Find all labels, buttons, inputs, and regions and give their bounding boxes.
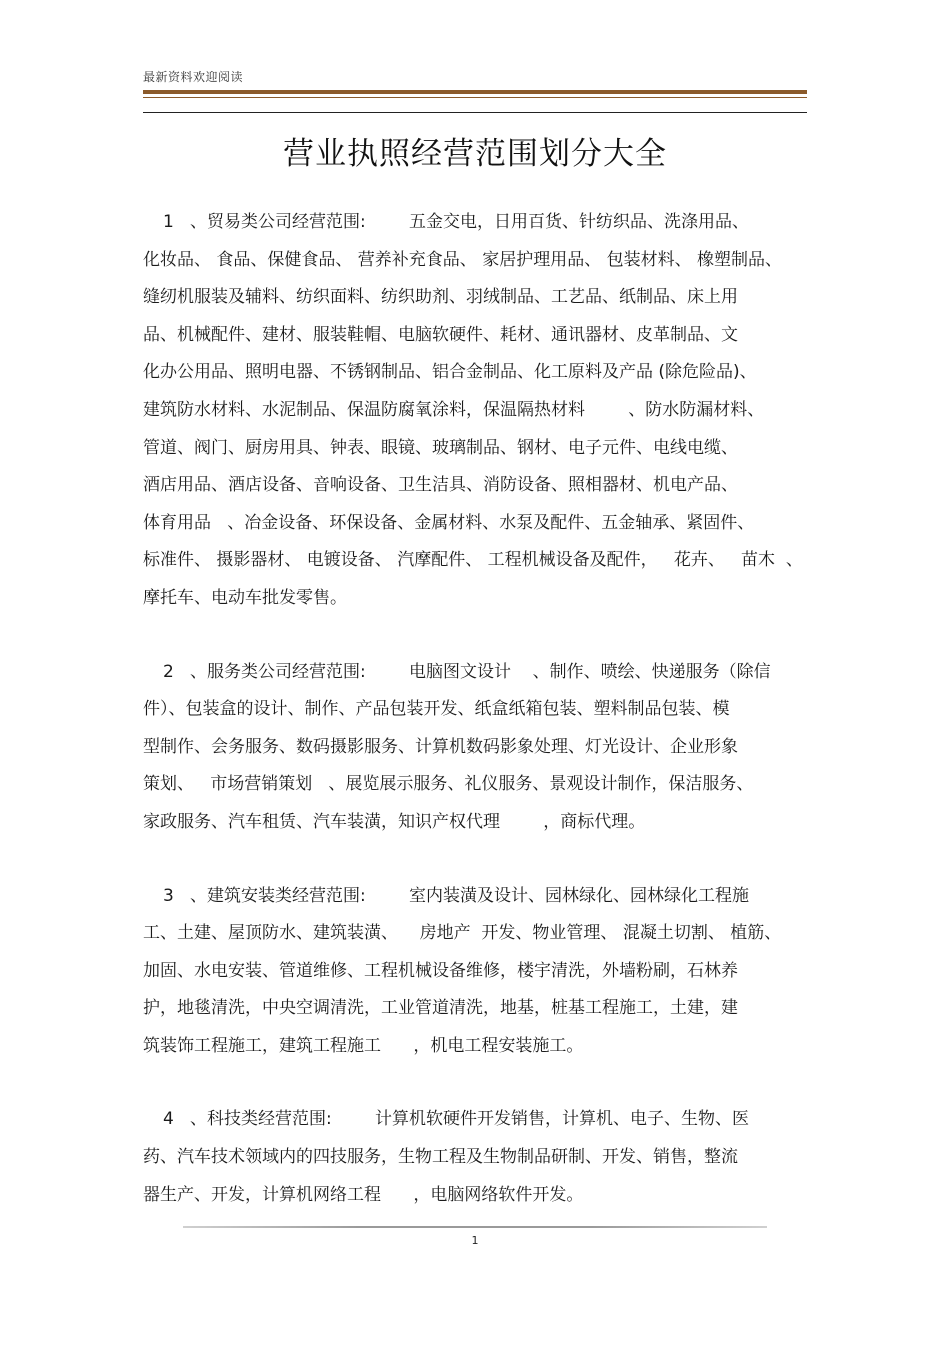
- footer-rule: [183, 1226, 767, 1228]
- paragraph-line: 件）、包装盒的设计、制作、产品包装开发、纸盒纸箱包装、塑料制品包装、模: [143, 699, 730, 720]
- section-construction: [143, 878, 807, 1066]
- paragraph-line: 建筑防水材料、水泥制品、保温防腐氧涂料，保温隔热材料 、防水防漏材料、: [143, 399, 765, 420]
- paragraph-line: 策划、 市场营销策划 、展览展示服务、礼仪服务、景观设计制作，保洁服务、: [143, 774, 754, 795]
- paragraph-line: 2 、服务类公司经营范围: 电脑图文设计 、制作、喷绘、快递服务（除信: [163, 661, 771, 682]
- paragraph-line: 体育用品 、冶金设备、环保设备、金属材料、水泵及配件、五金轴承、紧固件、: [143, 512, 755, 533]
- section-gap: [143, 842, 807, 878]
- paragraph-line: 化办公用品、照明电器、不锈钢制品、铝合金制品、化工原料及产品 (除危险品)、: [143, 362, 757, 383]
- header-rule-thin: [143, 97, 807, 98]
- top-divider: [143, 112, 807, 113]
- section-technology: [143, 1101, 807, 1214]
- page-number: 1: [471, 1234, 479, 1247]
- paragraph-line: 品、机械配件、建材、服装鞋帽、电脑软硬件、耗材、通讯器材、皮革制品、文: [143, 324, 738, 345]
- paragraph-line: 化妆品、 食品、保健食品、 营养补充食品、 家居护理用品、 包装材料、 橡塑制品、: [143, 249, 783, 270]
- header-rule-thick: [143, 90, 807, 94]
- paragraph-line: 型制作、会务服务、数码摄影服务、计算机数码影象处理、灯光设计、企业形象: [143, 736, 738, 757]
- paragraph-line: 家政服务、汽车租赁、汽车装潢，知识产权代理 ，商标代理。: [143, 811, 646, 832]
- document-body: [143, 204, 807, 1214]
- paragraph-line: 护，地毯清洗，中央空调清洗，工业管道清洗，地基，桩基工程施工，土建，建: [143, 998, 738, 1019]
- section-gap: [143, 618, 807, 654]
- section-service: [143, 654, 807, 842]
- page-header-text: 最新资料欢迎阅读: [143, 70, 244, 84]
- paragraph-line: 缝纫机服装及辅料、纺织面料、纺织助剂、羽绒制品、工艺品、纸制品、床上用: [143, 287, 738, 308]
- paragraph-line: 工、土建、屋顶防水、建筑装潢、 房地产 开发、物业管理、 混凝土切割、 植筋、: [143, 923, 782, 944]
- paragraph-line: 器生产、开发，计算机网络工程 ，电脑网络软件开发。: [143, 1184, 584, 1205]
- paragraph-line: 酒店用品、酒店设备、音响设备、卫生洁具、消防设备、照相器材、机电产品、: [143, 475, 738, 496]
- document-title: 营业执照经营范围划分大全: [283, 136, 667, 172]
- paragraph-line: 摩托车、电动车批发零售。: [143, 587, 347, 608]
- paragraph-line: 筑装饰工程施工，建筑工程施工 ，机电工程安装施工。: [143, 1035, 584, 1056]
- paragraph-line: 3 、建筑安装类经营范围: 室内装潢及设计、园林绿化、园林绿化工程施: [163, 885, 749, 906]
- paragraph-line: 加固、水电安装、管道维修、工程机械设备维修，楼宇清洗，外墙粉刷，石林养: [143, 960, 738, 981]
- paragraph-line: 药、汽车技术领域内的四技服务，生物工程及生物制品研制、开发、销售，整流: [143, 1147, 738, 1168]
- section-trade: [143, 204, 807, 618]
- paragraph-line: 标准件、 摄影器材、 电镀设备、 汽摩配件、 工程机械设备及配件， 花卉、 苗木 、: [143, 550, 803, 571]
- section-gap: [143, 1065, 807, 1101]
- paragraph-line: 1 、贸易类公司经营范围: 五金交电，日用百货、针纺织品、洗涤用品、: [163, 212, 749, 232]
- paragraph-line: 管道、阀门、厨房用具、钟表、眼镜、玻璃制品、钢材、电子元件、电线电缆、: [143, 437, 738, 458]
- paragraph-line: 4 、科技类经营范围: 计算机软硬件开发销售，计算机、电子、生物、医: [163, 1109, 749, 1130]
